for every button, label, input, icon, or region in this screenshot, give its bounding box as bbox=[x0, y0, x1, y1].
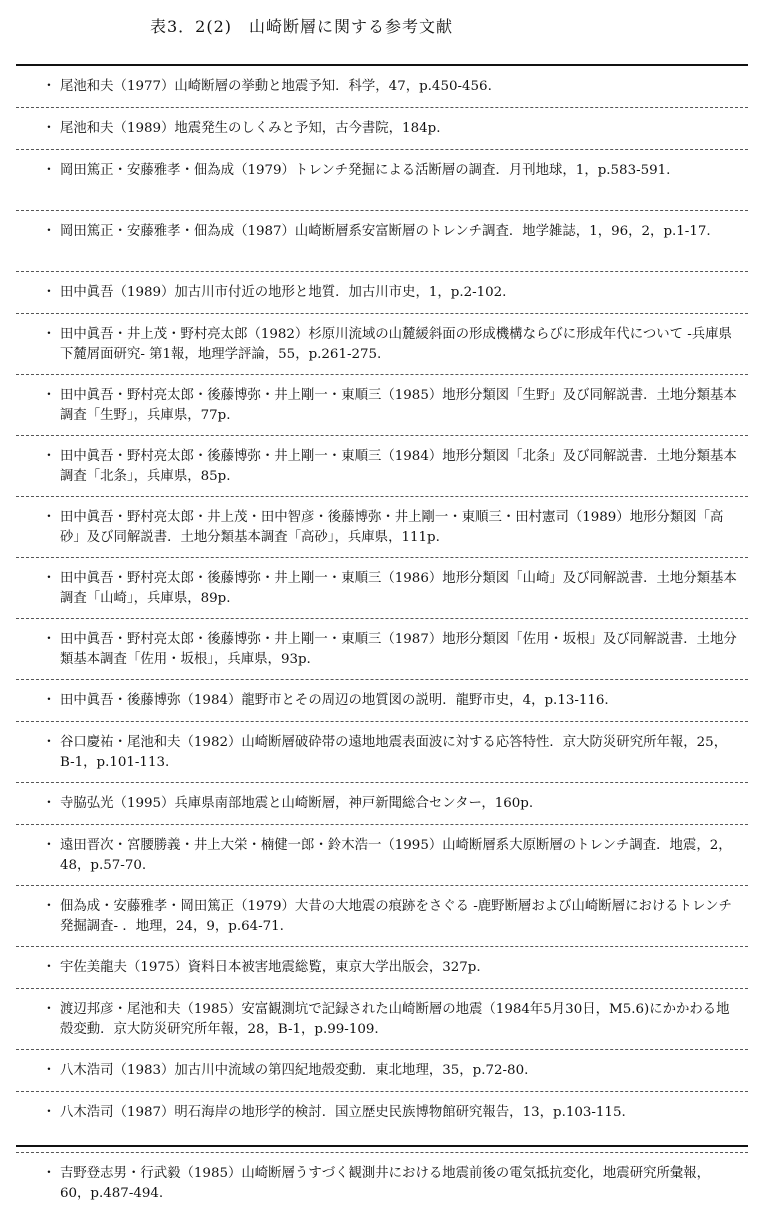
reference-text: 田中眞吾・野村亮太郎・後藤博弥・井上剛一・東順三（1984）地形分類図「北条」及び同解説書．土地分類基本調査「北条」，兵庫県，85p. bbox=[60, 449, 737, 484]
reference-item bbox=[16, 722, 748, 783]
reference-item bbox=[16, 436, 748, 497]
bullet-mark: ・ bbox=[42, 735, 56, 750]
reference-text: 渡辺邦彦・尾池和夫（1985）安富観測坑で記録された山崎断層の地震（1984年5月30日，M5.6)にかかわる地殻変動．京大防災研究所年報，28，B-1，p.99-109. bbox=[60, 1002, 730, 1037]
reference-text: 谷口慶祐・尾池和夫（1982）山崎断層破砕帯の遠地地震表面波に対する応答特性．京大防災研究所年報，25，B-1，p.101-113. bbox=[60, 735, 728, 770]
bullet-mark: ・ bbox=[42, 796, 56, 811]
bullet-mark: ・ bbox=[42, 1166, 56, 1181]
reference-list bbox=[16, 66, 748, 1214]
reference-item bbox=[16, 619, 748, 680]
bullet-mark: ・ bbox=[42, 1063, 56, 1078]
reference-text: 遠田晋次・宮腰勝義・井上大栄・楠健一郎・鈴木浩一（1995）山崎断層系大原断層のトレンチ調査．地震，2，48，p.57-70. bbox=[60, 838, 732, 873]
reference-item bbox=[16, 272, 748, 314]
reference-item bbox=[16, 150, 748, 211]
bullet-mark: ・ bbox=[42, 449, 56, 464]
reference-text: 宇佐美龍夫（1975）資料日本被害地震総覧，東京大学出版会，327p. bbox=[60, 960, 481, 975]
reference-text: 寺脇弘光（1995）兵庫県南部地震と山崎断層，神戸新聞総合センター，160p. bbox=[60, 796, 534, 811]
reference-text: 八木浩司（1983）加古川中流域の第四紀地殻変動．東北地理，35，p.72-80. bbox=[60, 1063, 529, 1078]
bullet-mark: ・ bbox=[42, 285, 56, 300]
reference-text: 田中眞吾・後藤博弥（1984）龍野市とその周辺の地質図の説明．龍野市史，4，p.13-116. bbox=[60, 693, 609, 708]
reference-text: 岡田篤正・安藤雅孝・佃為成（1987）山崎断層系安富断層のトレンチ調査．地学雑誌，1，96，2，p.1-17. bbox=[60, 224, 711, 239]
reference-text: 尾池和夫（1989）地震発生のしくみと予知，古今書院，184p. bbox=[60, 121, 441, 136]
reference-text: 佃為成・安藤雅孝・岡田篤正（1979）大昔の大地震の痕跡をさぐる -鹿野断層および山崎断層におけるトレンチ発掘調査- ．地理，24，9，p.64-71. bbox=[60, 899, 732, 934]
reference-item bbox=[16, 375, 748, 436]
reference-item bbox=[16, 314, 748, 375]
table-title: 表3．2(2) 山崎断層に関する参考文献 bbox=[150, 17, 454, 36]
bullet-mark: ・ bbox=[42, 388, 56, 403]
reference-item bbox=[16, 783, 748, 825]
bullet-mark: ・ bbox=[42, 693, 56, 708]
reference-text: 八木浩司（1987）明石海岸の地形学的検討．国立歴史民族博物館研究報告，13，p.103-115. bbox=[60, 1105, 626, 1120]
reference-text: 田中眞吾・野村亮太郎・後藤博弥・井上剛一・東順三（1986）地形分類図「山崎」及び同解説書．土地分類基本調査「山崎」，兵庫県，89p. bbox=[60, 571, 737, 606]
reference-text: 吉野登志男・行武毅（1985）山崎断層うすづく観測井における地震前後の電気抵抗変化，地震研究所彙報，60，p.487-494. bbox=[60, 1166, 711, 1201]
reference-item bbox=[16, 989, 748, 1050]
reference-text: 田中眞吾・野村亮太郎・後藤博弥・井上剛一・東順三（1987）地形分類図「佐用・坂根」及び同解説書．土地分類基本調査「佐用・坂根」，兵庫県，93p. bbox=[60, 632, 737, 667]
bullet-mark: ・ bbox=[42, 1002, 56, 1017]
reference-text: 田中眞吾・野村亮太郎・井上茂・田中智彦・後藤博弥・井上剛一・東順三・田村憲司（1989）地形分類図「高砂」及び同解説書．土地分類基本調査「高砂」，兵庫県，111p. bbox=[60, 510, 724, 545]
reference-item bbox=[16, 1050, 748, 1092]
reference-item bbox=[16, 1153, 748, 1214]
reference-item bbox=[16, 66, 748, 108]
bullet-mark: ・ bbox=[42, 327, 56, 342]
reference-item bbox=[16, 558, 748, 619]
reference-text: 尾池和夫（1977）山崎断層の挙動と地震予知．科学，47，p.450-456. bbox=[60, 79, 492, 94]
bottom-rule bbox=[16, 1145, 748, 1147]
reference-item bbox=[16, 680, 748, 722]
bullet-mark: ・ bbox=[42, 224, 56, 239]
bullet-mark: ・ bbox=[42, 960, 56, 975]
reference-item bbox=[16, 886, 748, 947]
reference-item bbox=[16, 108, 748, 150]
reference-text: 田中眞吾（1989）加古川市付近の地形と地質．加古川市史，1，p.2-102. bbox=[60, 285, 507, 300]
reference-item bbox=[16, 497, 748, 558]
bullet-mark: ・ bbox=[42, 632, 56, 647]
bullet-mark: ・ bbox=[42, 1105, 56, 1120]
reference-text: 岡田篤正・安藤雅孝・佃為成（1979）トレンチ発掘による活断層の調査．月刊地球，1，p.583-591. bbox=[60, 163, 671, 178]
bullet-mark: ・ bbox=[42, 79, 56, 94]
reference-text: 田中眞吾・井上茂・野村亮太郎（1982）杉原川流域の山麓緩斜面の形成機構ならびに形成年代について -兵庫県下麓屑面研究- 第1報，地理学評論，55，p.261-275. bbox=[60, 327, 732, 362]
reference-item bbox=[16, 1092, 748, 1153]
bullet-mark: ・ bbox=[42, 838, 56, 853]
bullet-mark: ・ bbox=[42, 571, 56, 586]
bullet-mark: ・ bbox=[42, 121, 56, 136]
bullet-mark: ・ bbox=[42, 899, 56, 914]
bullet-mark: ・ bbox=[42, 510, 56, 525]
reference-item bbox=[16, 825, 748, 886]
bullet-mark: ・ bbox=[42, 163, 56, 178]
reference-item bbox=[16, 211, 748, 272]
reference-item bbox=[16, 947, 748, 989]
reference-text: 田中眞吾・野村亮太郎・後藤博弥・井上剛一・東順三（1985）地形分類図「生野」及び同解説書．土地分類基本調査「生野」，兵庫県，77p. bbox=[60, 388, 737, 423]
